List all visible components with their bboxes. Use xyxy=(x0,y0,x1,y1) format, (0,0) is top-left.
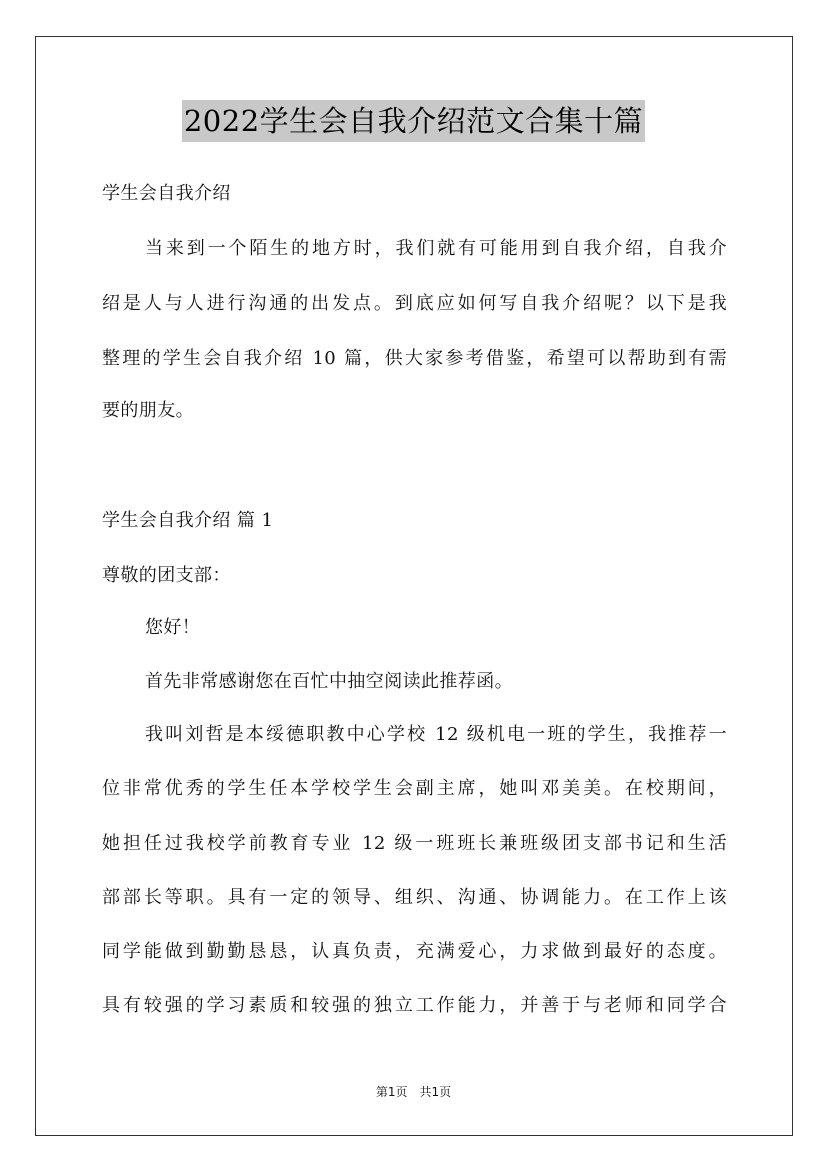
intro-line-3: 整理的学生会自我介绍 10 篇，供大家参考借鉴，希望可以帮助到有需 xyxy=(102,348,727,369)
part-heading: 学生会自我介绍 篇 1 xyxy=(102,510,274,531)
body-line-2: 位非常优秀的学生任本学校学生会副主席，她叫邓美美。在校期间， xyxy=(102,778,727,799)
salutation: 尊敬的团支部： xyxy=(102,565,231,586)
page-total: 共1页 xyxy=(419,1085,452,1099)
intro-line-2: 绍是人与人进行沟通的出发点。到底应如何写自我介绍呢？以下是我 xyxy=(102,293,727,314)
page-number: 第1页 xyxy=(375,1085,408,1099)
body-line-5: 同学能做到勤勤恳恳，认真负责，充满爱心，力求做到最好的态度。 xyxy=(102,941,727,962)
body-line-4: 部部长等职。具有一定的领导、组织、沟通、协调能力。在工作上该 xyxy=(102,887,727,908)
intro-line-4: 要的朋友。 xyxy=(102,400,194,421)
body-line-6: 具有较强的学习素质和较强的独立工作能力，并善于与老师和同学合 xyxy=(102,995,727,1016)
intro-line-1: 当来到一个陌生的地方时，我们就有可能用到自我介绍，自我介 xyxy=(145,238,727,259)
body-line-3: 她担任过我校学前教育专业 12 级一班班长兼班级团支部书记和生活 xyxy=(102,833,727,854)
document-title: 2022学生会自我介绍范文合集十篇 xyxy=(182,100,645,142)
body-first-line: 首先非常感谢您在百忙中抽空阅读此推荐函。 xyxy=(145,671,513,692)
section-heading: 学生会自我介绍 xyxy=(102,183,231,204)
page-footer xyxy=(0,1084,827,1100)
greeting: 您好！ xyxy=(145,617,201,638)
title-wrap xyxy=(0,100,827,142)
body-line-1: 我叫刘哲是本绥德职教中心学校 12 级机电一班的学生，我推荐一 xyxy=(145,724,727,745)
